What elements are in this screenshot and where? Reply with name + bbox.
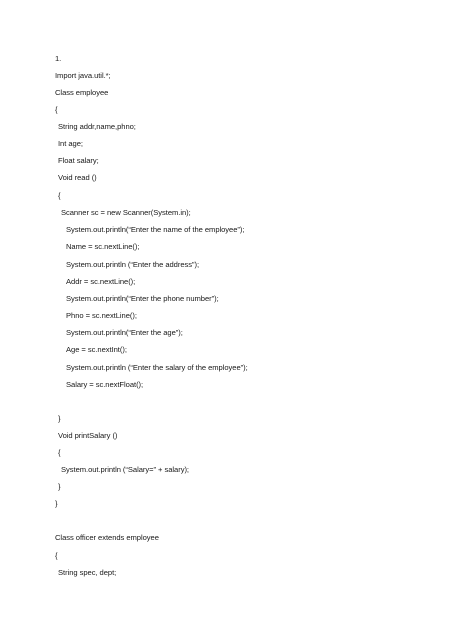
code-line-13: System.out.println (“Enter the address”); [66, 260, 200, 269]
code-line-22: Void printSalary () [58, 431, 118, 440]
code-line-19: System.out.println (“Enter the salary of the employee”); [66, 363, 248, 372]
code-line-24: System.out.println (“Salary=” + salary); [61, 465, 189, 474]
code-line-4: { [55, 105, 58, 114]
code-line-15: System.out.println(“Enter the phone number”); [66, 294, 219, 303]
code-line-8: Void read () [58, 173, 97, 182]
code-line-3: Class employee [55, 88, 109, 97]
code-line-26: } [55, 499, 58, 508]
code-line-28: { [55, 551, 58, 560]
code-line-6: Int age; [58, 139, 83, 148]
code-line-11: System.out.println(“Enter the name of the employee”); [66, 225, 245, 234]
code-line-17: System.out.println(“Enter the age”); [66, 328, 183, 337]
code-line-29: String spec, dept; [58, 568, 117, 577]
code-line-7: Float salary; [58, 156, 99, 165]
code-line-14: Addr = sc.nextLine(); [66, 277, 136, 286]
code-line-20: Salary = sc.nextFloat(); [66, 380, 144, 389]
code-line-10: Scanner sc = new Scanner(System.in); [61, 208, 191, 217]
code-line-25: } [58, 482, 61, 491]
code-line-21: } [58, 414, 61, 423]
code-line-16: Phno = sc.nextLine(); [66, 311, 137, 320]
code-line-5: String addr,name,phno; [58, 122, 136, 131]
code-line-23: { [58, 448, 61, 457]
code-line-12: Name = sc.nextLine(); [66, 242, 140, 251]
code-line-1: 1. [55, 54, 62, 63]
code-line-2: Import java.util.*; [55, 71, 111, 80]
code-line-27: Class officer extends employee [55, 533, 159, 542]
code-line-9: { [58, 191, 61, 200]
code-line-18: Age = sc.nextInt(); [66, 345, 127, 354]
